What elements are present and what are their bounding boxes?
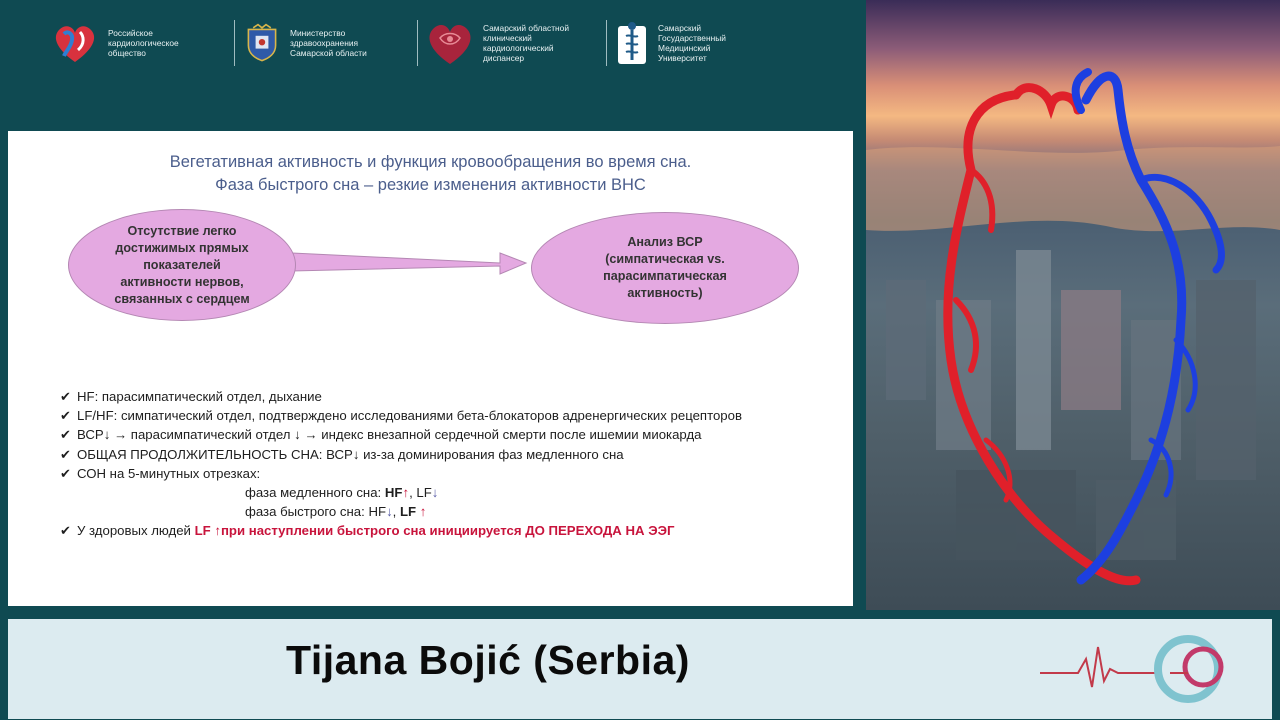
bullet-text: СОН на 5-минутных отрезках: [77, 465, 261, 481]
bullet-list [60, 387, 840, 541]
bullet-item [60, 425, 840, 444]
speaker-name: Tijana Bojić (Serbia) [286, 637, 690, 683]
up-arrow-icon: ↑ [402, 485, 410, 501]
bullet-subitem-slow-sleep [60, 483, 840, 502]
university-emblem-icon [614, 20, 650, 66]
logo-divider [606, 20, 607, 66]
down-arrow-icon: ↓ [103, 427, 111, 443]
logo-ministry-health-samara [242, 18, 367, 68]
checkmark-icon: ✔ [60, 446, 71, 462]
bullet-text: , LF [409, 485, 432, 501]
logo-samara-cardio-dispensary [425, 18, 569, 68]
slide-title-line-2: Фаза быстрого сна – резкие изменения активности ВНС [215, 176, 646, 194]
bullet-text: фаза медленного сна: [245, 485, 385, 501]
logo-samara-medical-university [614, 18, 726, 68]
bullet-item [60, 464, 840, 483]
heart-emblem-icon [425, 20, 475, 66]
logo-text: Самарский Государственный Медицинский Университет [658, 23, 726, 63]
down-arrow-icon: ↓ [352, 446, 360, 462]
up-arrow-icon: ↑ [214, 523, 221, 539]
bullet-text: HF: парасимпатический отдел, дыхание [77, 389, 322, 404]
bullet-text: ВСР [77, 427, 104, 443]
checkmark-icon: ✔ [60, 523, 71, 539]
speaker-caption-bar [8, 619, 1272, 719]
down-arrow-icon: ↓ [294, 427, 301, 443]
slide-title-line-1: Вегетативная активность и функция кровообращения во время сна. [169, 153, 692, 171]
checkmark-icon: ✔ [60, 389, 71, 404]
bullet-text: фаза быстрого сна: HF [245, 504, 387, 520]
logo-divider [417, 20, 418, 66]
ellipse-hrv-analysis [531, 212, 799, 324]
logo-text: Российское кардиологическое общество [108, 28, 179, 58]
header-logo-bar [0, 0, 865, 90]
bullet-text: из-за доминирования фаз медленного сна [359, 446, 624, 462]
coat-of-arms-icon [242, 20, 282, 66]
ellipse-left-text: Отсутствие легко достижимых прямых показателей активности нервов, связанных с сердцем [114, 223, 250, 306]
bullet-subitem-fast-sleep [60, 502, 840, 521]
checkmark-icon: ✔ [60, 427, 71, 443]
bullet-text: , [392, 504, 400, 520]
bullet-text: LF/HF: симпатический отдел, подтверждено исследованиями бета-блокаторов адренергических рецепторов [77, 408, 742, 424]
ellipse-right-text: Анализ ВСР (симпатическая vs. парасимпатическая активность) [603, 235, 727, 300]
bullet-text: → парасимпатический отдел [110, 427, 295, 443]
bullet-text: ОБЩАЯ ПРОДОЛЖИТЕЛЬНОСТЬ СНА: ВСР [77, 446, 353, 462]
checkmark-icon: ✔ [60, 465, 71, 481]
hf-label: HF [384, 485, 403, 501]
up-arrow-icon: ↑ [419, 504, 427, 520]
lf-label: LF [194, 523, 215, 539]
bullet-text-highlight: при наступлении быстрого сна инициируется ДО ПЕРЕХОДА НА ЭЭГ [220, 523, 675, 539]
bullet-text: У здоровых людей [77, 523, 195, 539]
bullet-item [60, 387, 840, 406]
ellipse-no-direct-indicators [68, 209, 296, 321]
logo-russian-cardiology-society [50, 18, 179, 68]
bullet-text: → индекс внезапной сердечной смерти после ишемии миокарда [300, 427, 702, 443]
bullet-item [60, 521, 840, 540]
heart-vessels-illustration [866, 0, 1280, 610]
checkmark-icon: ✔ [60, 408, 71, 424]
down-arrow-icon: ↓ [386, 504, 393, 520]
presentation-slide [8, 131, 853, 606]
down-arrow-icon: ↓ [431, 485, 439, 501]
ecg-heart-logo-icon [1038, 629, 1238, 709]
logo-divider [234, 20, 235, 66]
logo-text: Самарский областной клинический кардиологический диспансер [483, 23, 570, 63]
logo-text: Министерство здравоохранения Самарской области [290, 28, 367, 58]
bullet-item [60, 445, 840, 464]
city-heart-image [866, 0, 1280, 610]
bullet-item [60, 406, 840, 425]
lf-label: LF [399, 504, 420, 520]
heart-logo-icon [50, 20, 100, 66]
